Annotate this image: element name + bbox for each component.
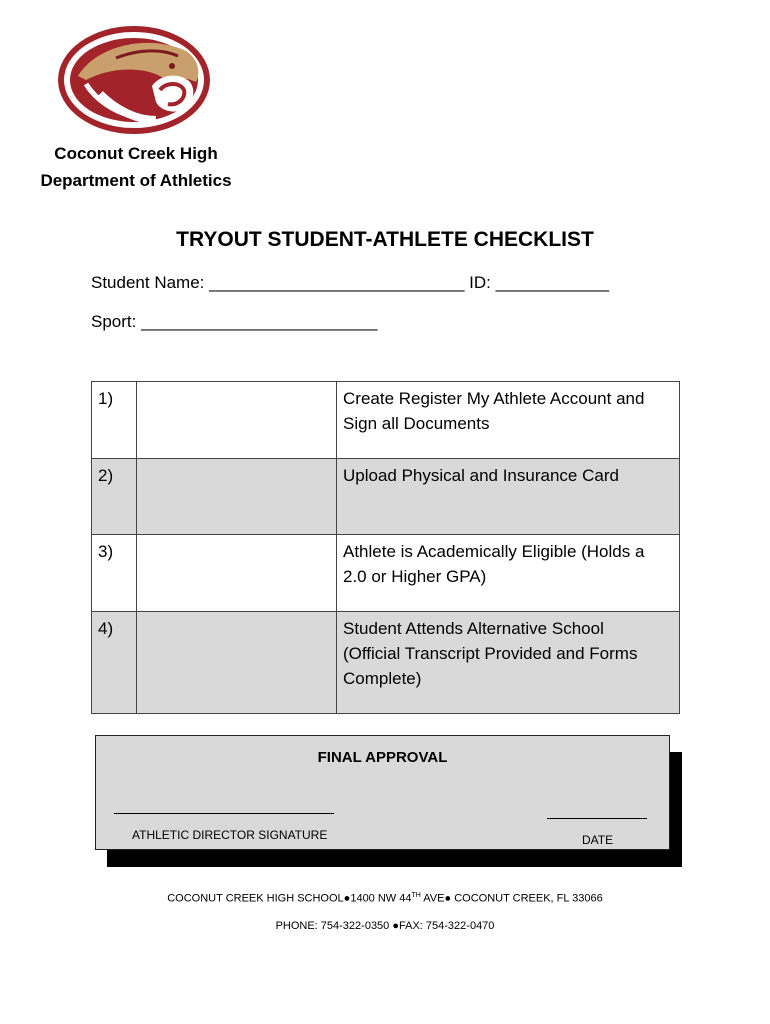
- row-description: [337, 535, 680, 612]
- footer-street: 1400 NW 44: [350, 892, 412, 905]
- row-description-line: 2.0 or Higher GPA): [343, 567, 487, 586]
- row-description-line: (Official Transcript Provided and Forms: [343, 644, 638, 663]
- row-description: [337, 382, 680, 459]
- check-box-cell[interactable]: [137, 382, 337, 459]
- footer-phone: PHONE: 754-322-0350: [275, 920, 393, 932]
- page-title: TRYOUT STUDENT-ATHLETE CHECKLIST: [176, 228, 594, 251]
- bullet-icon: ●: [444, 892, 452, 905]
- footer-fax: FAX: 754-322-0470: [399, 920, 495, 932]
- bullet-icon: ●: [343, 892, 351, 905]
- row-description-line: Complete): [343, 669, 422, 688]
- sport-field[interactable]: Sport: _________________________: [91, 312, 378, 331]
- checklist-row: [92, 612, 680, 714]
- row-description: [337, 612, 680, 714]
- row-description-line: Upload Physical and Insurance Card: [343, 466, 619, 485]
- checklist-row: [92, 535, 680, 612]
- school-cougar-logo: [56, 24, 212, 136]
- check-box-cell[interactable]: [137, 535, 337, 612]
- footer-street-suffix: TH: [411, 892, 421, 899]
- school-name-block: [20, 140, 252, 194]
- school-name: Coconut Creek High: [54, 144, 218, 163]
- signature-line[interactable]: [114, 813, 334, 814]
- checklist-row: [92, 459, 680, 535]
- row-description-line: Create Register My Athlete Account and: [343, 389, 645, 408]
- student-name-id-field[interactable]: Student Name: ___________________________ ID: ____________: [91, 273, 610, 292]
- signature-label: ATHLETIC DIRECTOR SIGNATURE: [132, 828, 328, 842]
- row-description-line: Athlete is Academically Eligible (Holds a: [343, 542, 645, 561]
- row-number: 2): [92, 459, 137, 535]
- bullet-icon: ●: [392, 920, 400, 932]
- final-approval-box: [95, 735, 670, 850]
- checklist-row: [92, 382, 680, 459]
- footer-address: [0, 892, 770, 905]
- row-number: 3): [92, 535, 137, 612]
- checklist-table: [91, 381, 680, 714]
- footer-street-ave: AVE: [420, 892, 445, 905]
- footer-contact: [0, 920, 770, 932]
- date-line[interactable]: [547, 818, 647, 819]
- row-number: 1): [92, 382, 137, 459]
- date-label: DATE: [582, 833, 614, 847]
- footer-city: COCONUT CREEK, FL 33066: [451, 892, 603, 905]
- check-box-cell[interactable]: [137, 459, 337, 535]
- row-description: [337, 459, 680, 535]
- row-description-line: Sign all Documents: [343, 414, 490, 433]
- approval-title: FINAL APPROVAL: [317, 749, 448, 766]
- row-number: 4): [92, 612, 137, 714]
- footer-school: COCONUT CREEK HIGH SCHOOL: [167, 892, 344, 905]
- row-description-line: Student Attends Alternative School: [343, 619, 604, 638]
- check-box-cell[interactable]: [137, 612, 337, 714]
- department-name: Department of Athletics: [40, 171, 232, 190]
